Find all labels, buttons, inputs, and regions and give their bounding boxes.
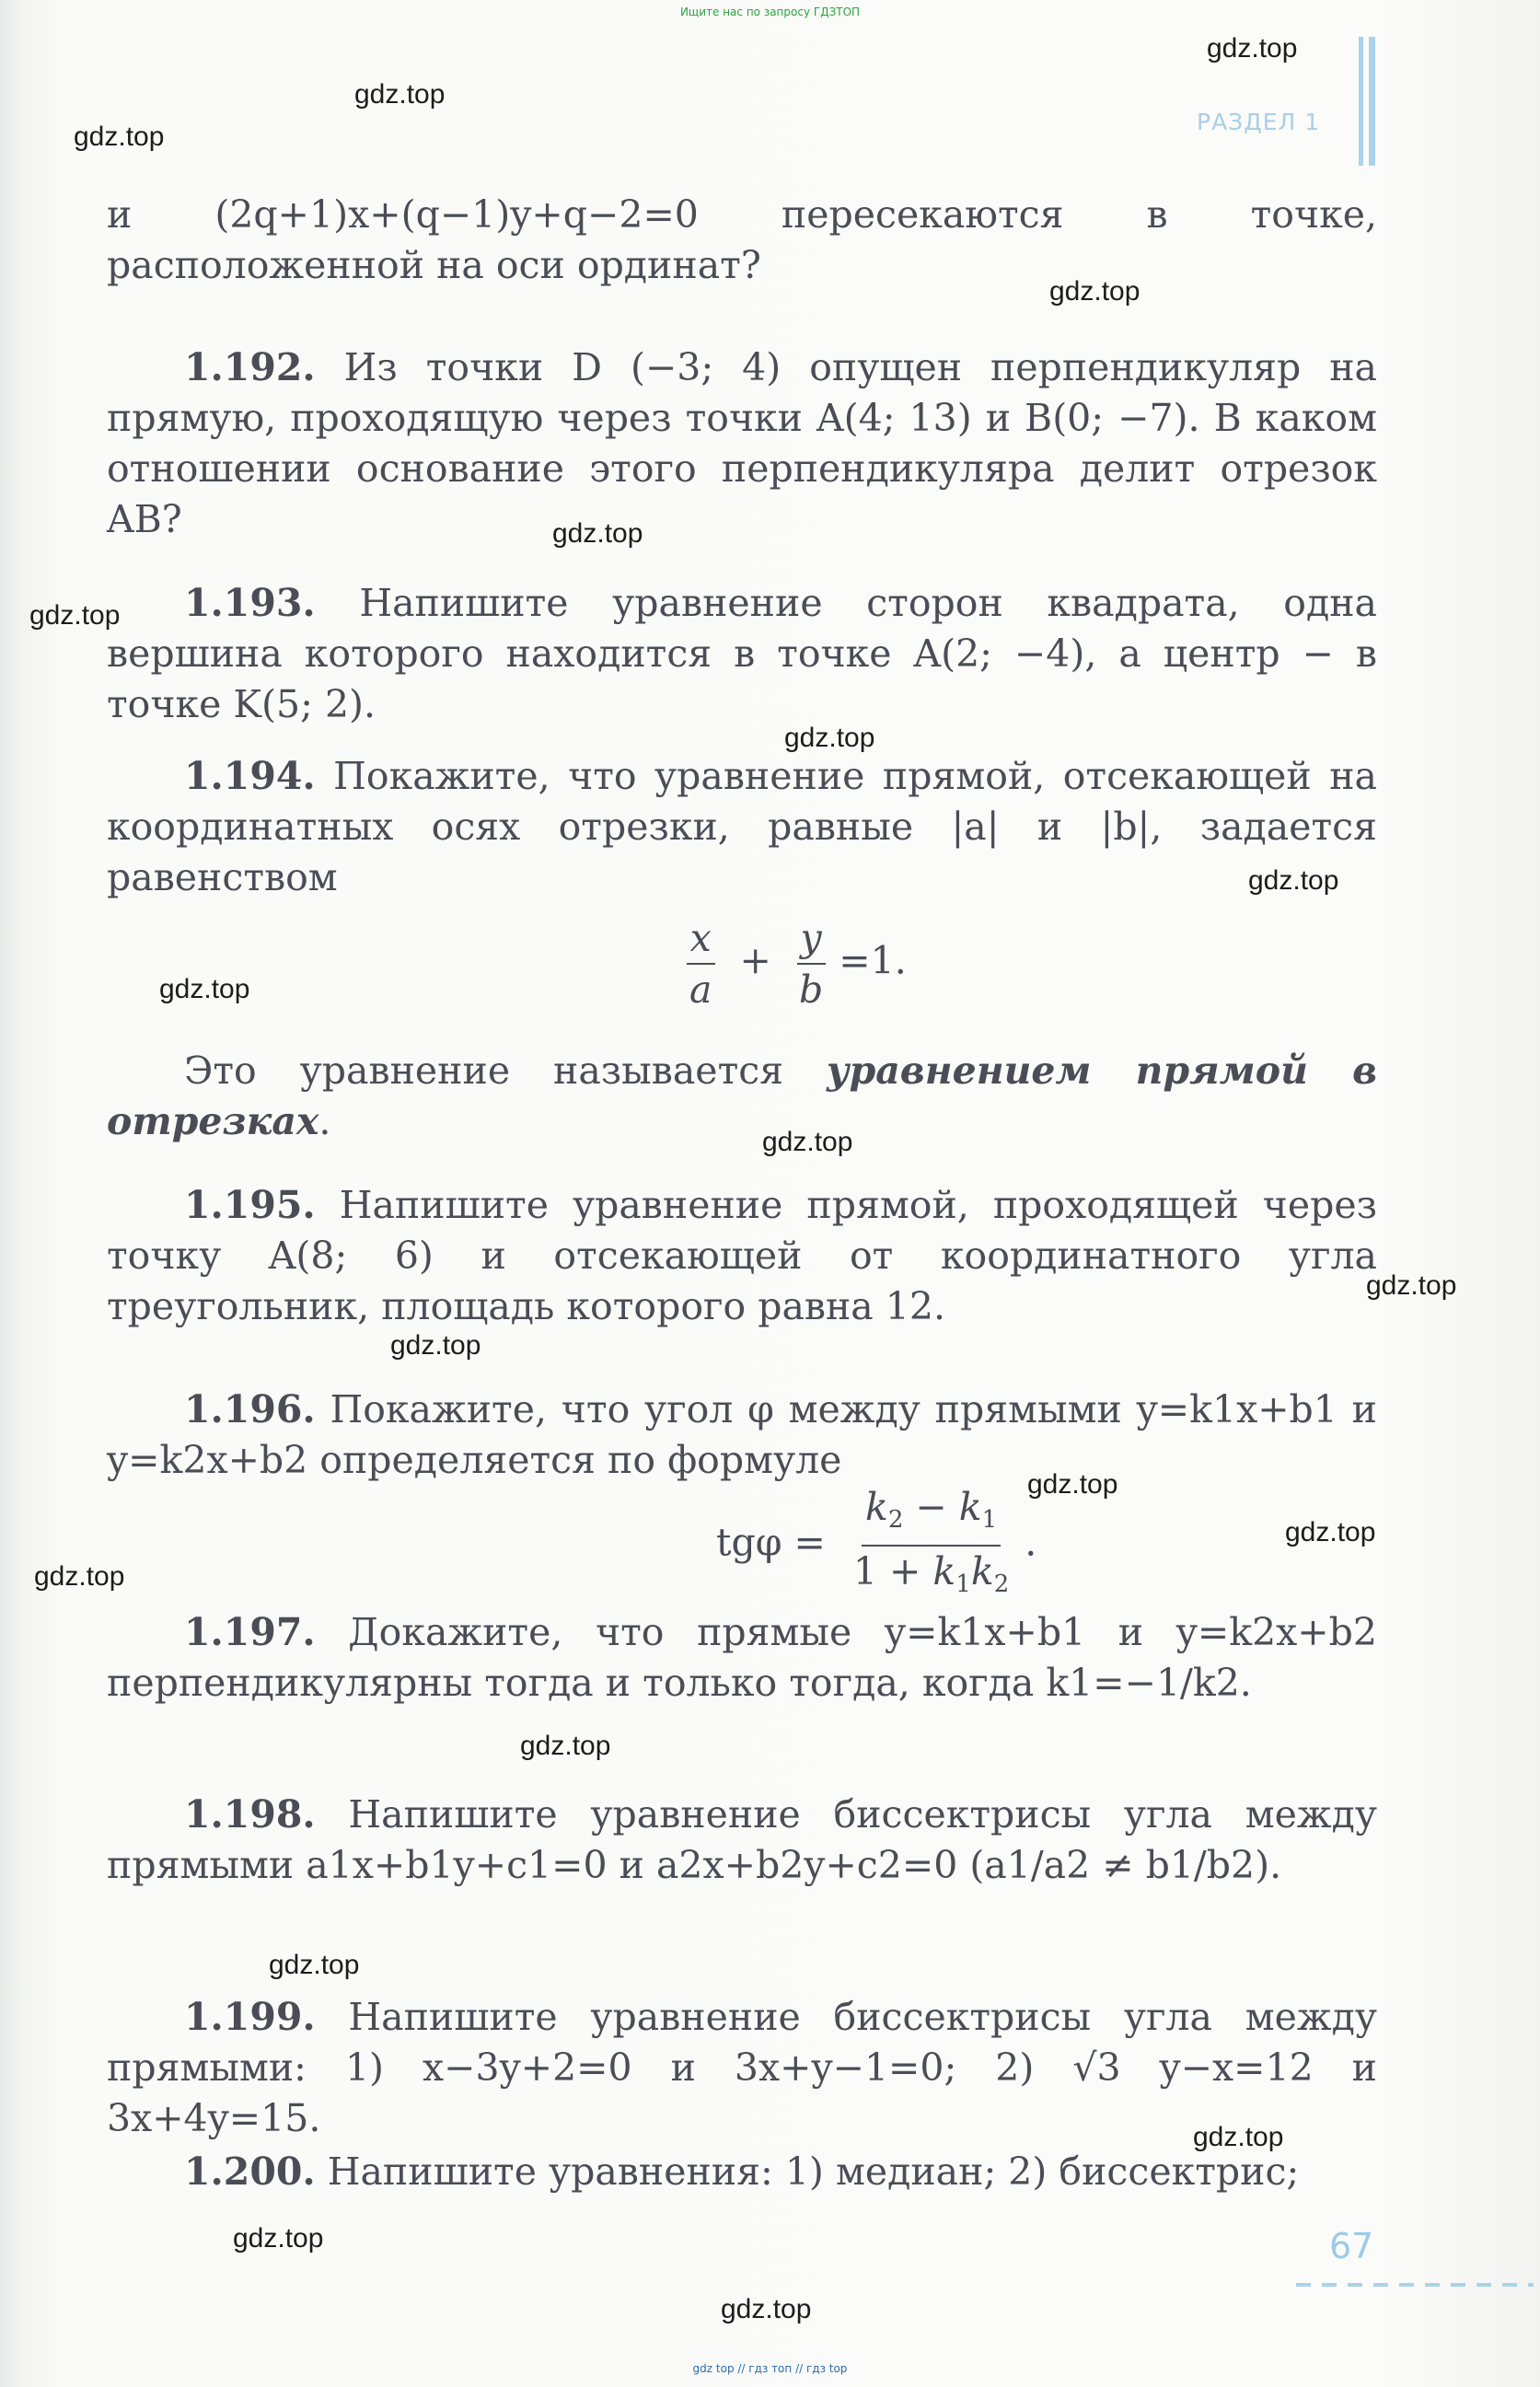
- section-label: РАЗДЕЛ 1: [1197, 109, 1321, 135]
- problem-text: Докажите, что прямые y=k1x+b1 и y=k2x+b2 перпендикулярны тогда и только тогда, когда k1=−1/k2.: [107, 1610, 1377, 1705]
- watermark: gdz.top: [34, 1561, 125, 1592]
- problem-text: Покажите, что угол φ между прямыми y=k1x+b1 и y=k2x+b2 определяется по формуле: [107, 1387, 1377, 1482]
- watermark: gdz.top: [1049, 276, 1141, 307]
- intercept-form-formula: $\frac{x}{a}$ + $\frac{y}{b}$ =1.: [686, 917, 907, 1011]
- watermark: gdz.top: [1027, 1469, 1118, 1500]
- problem-number: 1.196.: [184, 1387, 316, 1431]
- watermark: gdz.top: [721, 2294, 812, 2324]
- problem-1-200: [107, 2147, 1377, 2197]
- problem-1-193: [107, 578, 1377, 730]
- watermark: gdz.top: [354, 79, 446, 110]
- problem-number: 1.200.: [184, 2149, 316, 2194]
- watermark: gdz.top: [1285, 1517, 1376, 1547]
- watermark: gdz.top: [1366, 1270, 1457, 1301]
- problem-text: Напишите уравнение биссектрисы угла между прямыми: 1) x−3y+2=0 и 3x+y−1=0; 2) √3 y−x=12 и 3x+4y=15.: [107, 1995, 1377, 2140]
- problem-text: Напишите уравнения: 1) медиан; 2) биссектрис;: [327, 2149, 1300, 2194]
- page-number: 67: [1329, 2226, 1374, 2266]
- watermark: gdz.top: [784, 723, 875, 753]
- watermark: gdz.top: [74, 122, 165, 152]
- watermark: gdz.top: [1207, 33, 1298, 64]
- watermark: gdz.top: [269, 1950, 360, 1980]
- problem-text: Напишите уравнение биссектрисы угла между прямыми a1x+b1y+c1=0 и a2x+b2y+c2=0 (a1/a2 ≠ b1/b2).: [107, 1792, 1377, 1887]
- watermark: gdz.top: [520, 1731, 611, 1761]
- problem-number: 1.199.: [184, 1995, 316, 2039]
- watermark: gdz.top: [159, 974, 250, 1004]
- header-decor-bar: [1359, 37, 1363, 166]
- bottom-watermark-note: gdz top // гдз топ // гдз top: [692, 2362, 848, 2375]
- problem-1-199: [107, 1992, 1377, 2144]
- problem-number: 1.194.: [184, 754, 316, 798]
- note-lead: Это уравнение называется: [184, 1049, 784, 1093]
- problem-text: Покажите, что уравнение прямой, отсекающей на координатных осях отрезки, равные |a| и |b|, задается равенством: [107, 754, 1377, 899]
- watermark: gdz.top: [762, 1127, 853, 1157]
- top-search-note: Ищите нас по запросу ГДЗТОП: [679, 6, 861, 18]
- angle-formula: tgφ = $\frac{k_2 - k_1}{1 + k_1k_2}$ .: [716, 1485, 1037, 1598]
- note-term: уравнением прямой в отрезках: [107, 1049, 1377, 1143]
- watermark: gdz.top: [29, 600, 121, 631]
- problem-text: Напишите уравнение прямой, проходящей через точку A(8; 6) и отсекающей от координатного угла треугольник, площадь которого равна 12.: [107, 1183, 1377, 1328]
- problem-1-198: [107, 1790, 1377, 1891]
- problem-number: 1.197.: [184, 1610, 316, 1654]
- problem-1-195: [107, 1180, 1377, 1332]
- problem-number: 1.192.: [184, 345, 316, 389]
- footer-dash-line: [1296, 2283, 1534, 2287]
- header-decor-bar: [1369, 37, 1375, 166]
- problem-number: 1.193.: [184, 581, 316, 625]
- watermark: gdz.top: [1248, 865, 1339, 896]
- note-1-194: [107, 1046, 1377, 1147]
- problem-1-196: [107, 1385, 1377, 1486]
- watermark: gdz.top: [1193, 2122, 1284, 2152]
- problem-1-192: [107, 342, 1377, 545]
- watermark: gdz.top: [552, 518, 643, 549]
- watermark: gdz.top: [233, 2223, 324, 2254]
- note-end: .: [318, 1099, 331, 1143]
- watermark: gdz.top: [390, 1330, 481, 1361]
- problem-1-194: [107, 751, 1377, 903]
- problem-text: Напишите уравнение сторон квадрата, одна вершина которого находится в точке A(2; −4), а центр − в точке K(5; 2).: [107, 581, 1377, 726]
- problem-number: 1.195.: [184, 1183, 316, 1227]
- continuation-text: и (2q+1)x+(q−1)y+q−2=0 пересекаются в точке, расположенной на оси ординат?: [107, 192, 1377, 287]
- problem-text: Из точки D (−3; 4) опущен перпендикуляр на прямую, проходящую через точки A(4; 13) и B(0; −7). В каком отношении основание этого перпендикуляра делит отрезок AB?: [107, 345, 1377, 541]
- problem-number: 1.198.: [184, 1792, 316, 1837]
- problem-1-197: [107, 1607, 1377, 1709]
